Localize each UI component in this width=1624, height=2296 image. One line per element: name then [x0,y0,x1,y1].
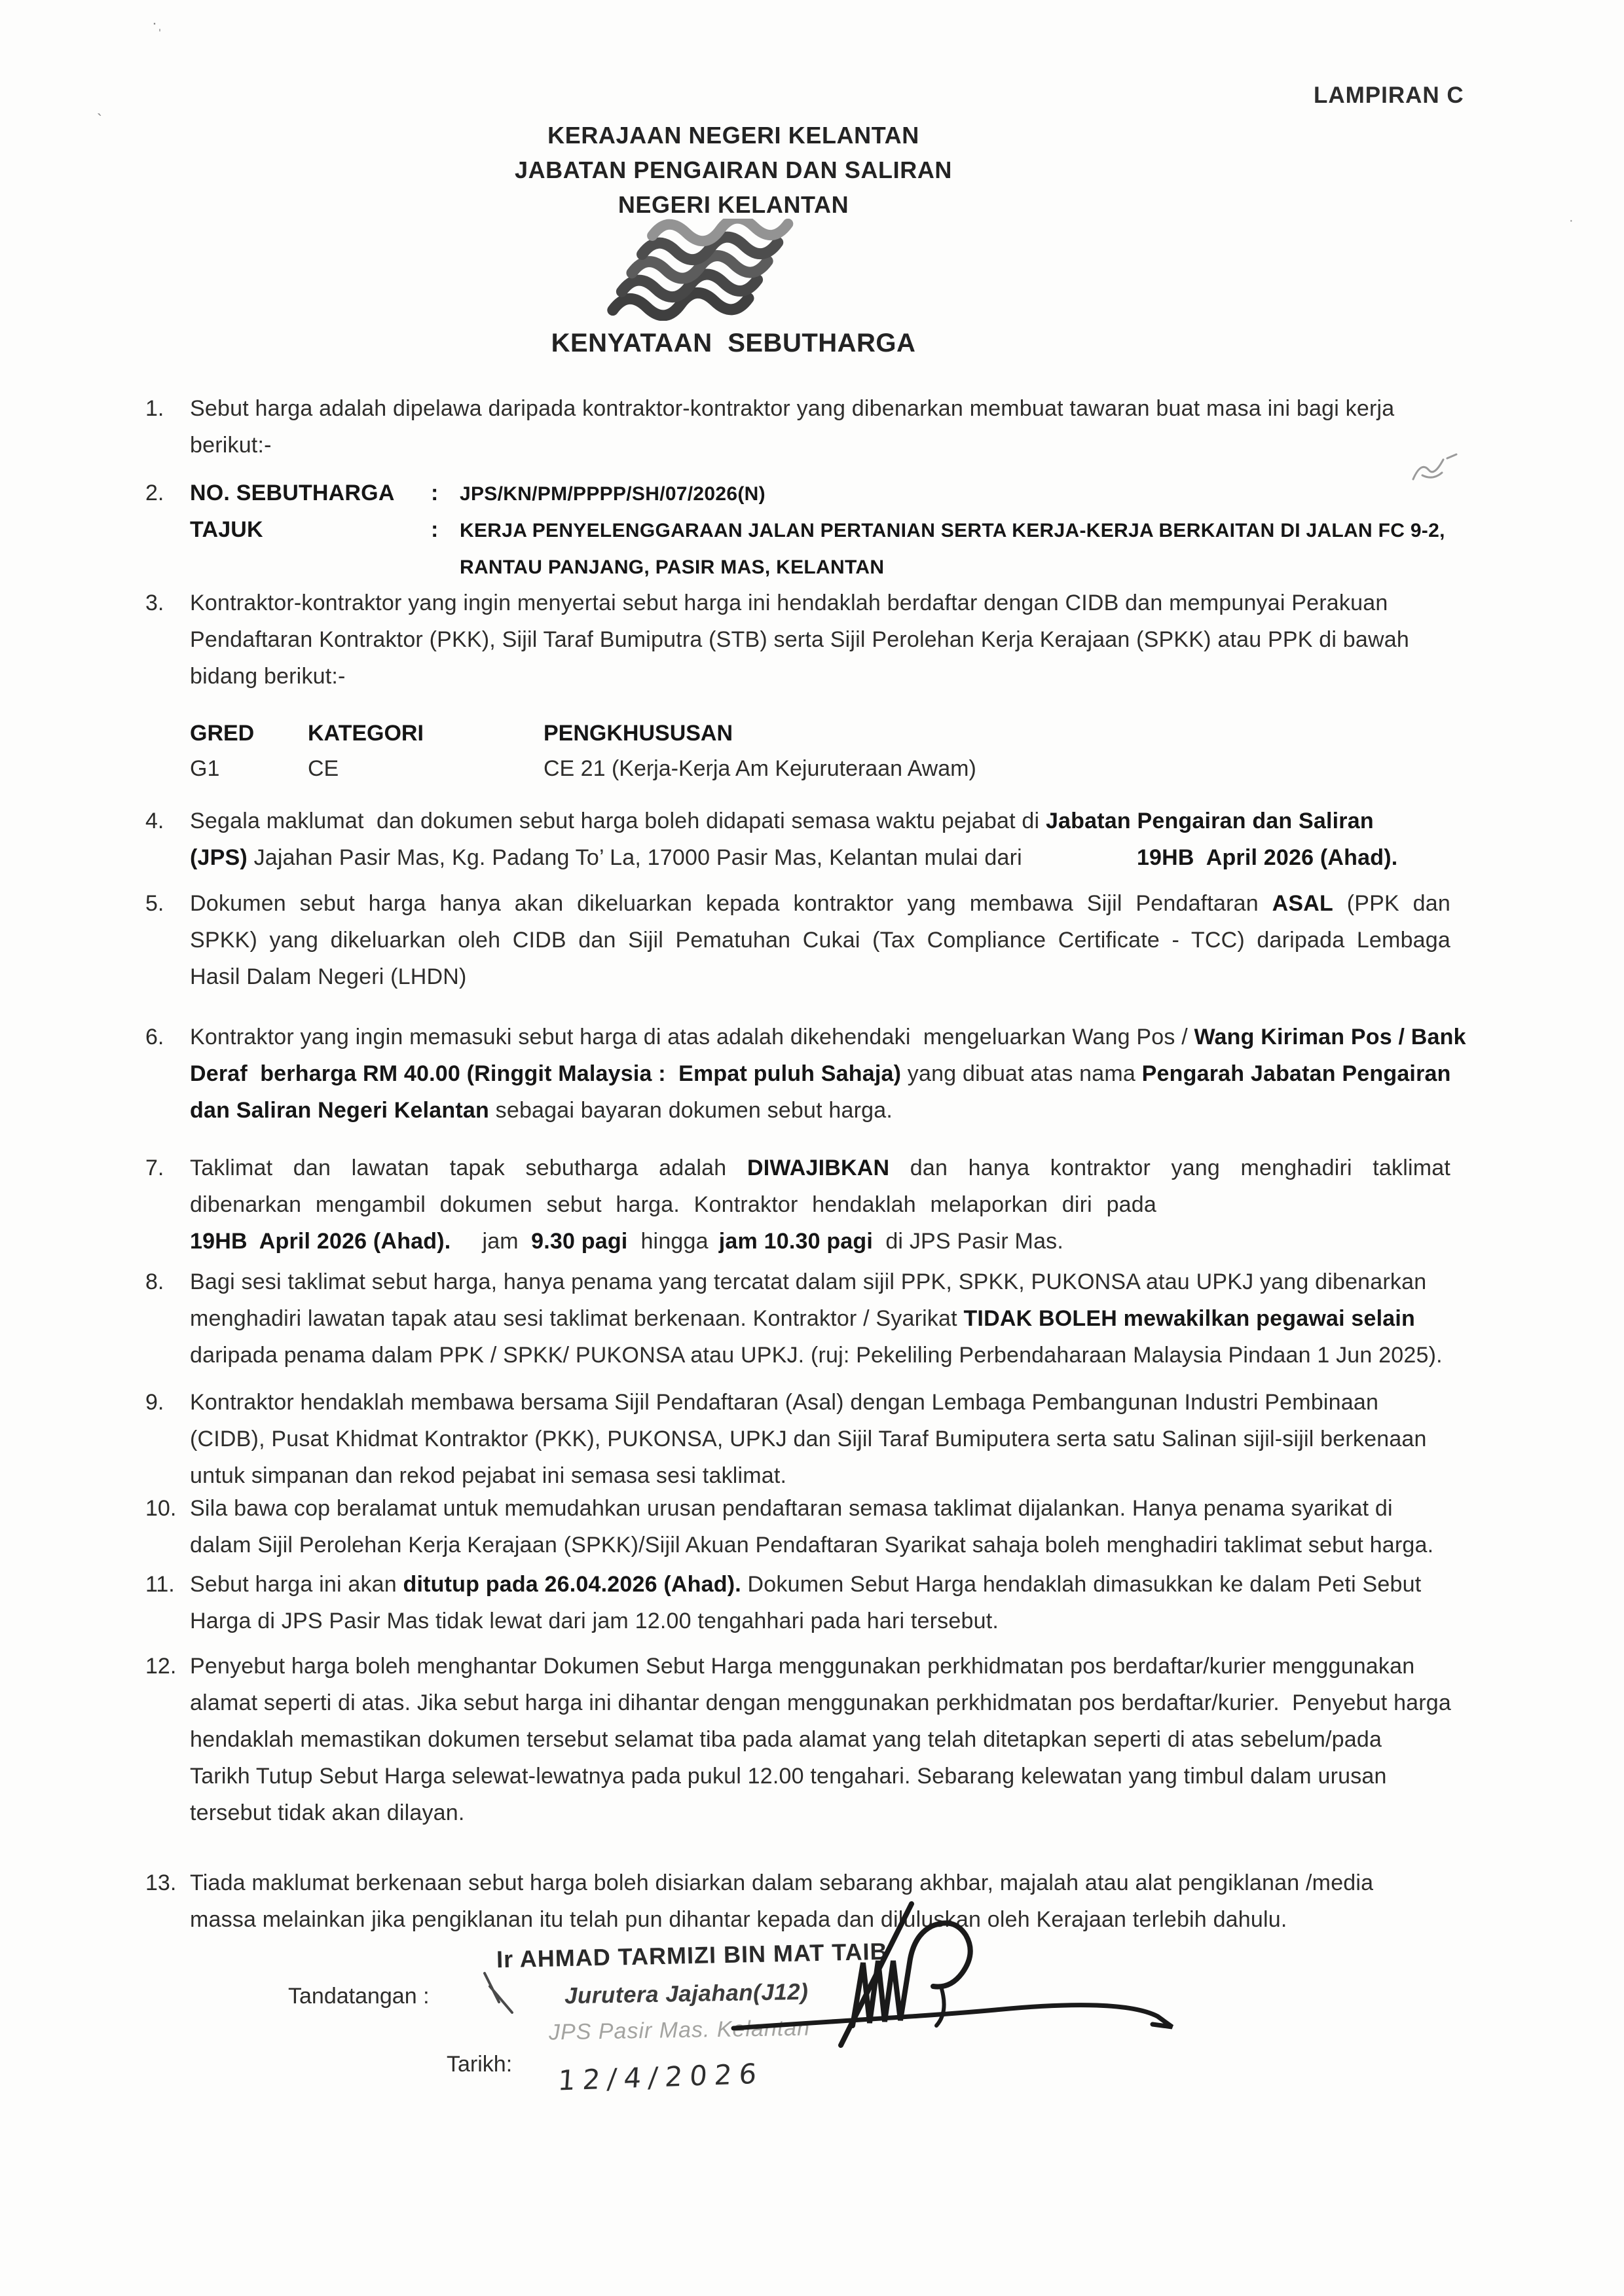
text-run: Sebut harga adalah dipelawa daripada kontraktor-kontraktor yang dibenarkan membuat tawaran buat masa ini bagi kerja [190,396,1395,421]
item-line [190,1457,1450,1494]
item-line [190,1566,1450,1603]
item-line [190,803,1450,839]
item-line [190,1795,1450,1831]
text-run: Jajahan Pasir Mas, Kg. Padang To’ La, 17000 Pasir Mas, Kelantan mulai dari [247,845,1022,870]
list-item [145,1150,1450,1260]
org-line-3: NEGERI KELANTAN [618,191,849,218]
text-run: di JPS Pasir Mas. [873,1229,1064,1254]
scan-speck: · [1569,213,1574,228]
key-value-row [190,548,1450,585]
table-header-cell: KATEGORI [308,721,424,746]
text-run: Deraf berharga RM 40.00 (Ringgit Malaysia : Empat puluh Sahaja) [190,1061,902,1086]
item-line [190,1758,1450,1795]
kv-value: RANTAU PANJANG, PASIR MAS, KELANTAN [460,556,885,578]
table-cell: CE [308,756,339,781]
item-line [190,1019,1466,1055]
text-run: Jabatan Pengairan dan Saliran [1045,809,1374,833]
grade-table [190,716,1450,786]
text-run: Pengarah Jabatan Pengairan [1141,1061,1451,1086]
text-run: Kontraktor yang ingin memasuki sebut harga di atas adalah dikehendaki mengeluarkan Wang Pos / [190,1025,1194,1049]
text-run: berikut:- [190,433,272,458]
doc-title: KENYATAAN SEBUTHARGA [551,329,916,357]
table-cell: G1 [190,756,220,781]
signature-tick [475,1969,534,2035]
item-line [190,1186,1450,1223]
kv-value: JPS/KN/PM/PPPP/SH/07/2026(N) [460,483,766,505]
item-number: 10. [145,1496,177,1521]
text-run: dalam Sijil Perolehan Kerja Kerajaan (SPKK)/Sijil Akuan Pendaftaran Syarikat sahaja boleh menghadiri taklimat sebut harga. [190,1533,1434,1558]
item-line [190,885,1450,922]
text-run: DIWAJIBKAN [747,1156,890,1180]
text-run: Pendaftaran Kontraktor (PKK), Sijil Taraf Bumiputra (STB) serta Sijil Perolehan Kerja Kerajaan (SPKK) atau PPK di bawah [190,627,1409,652]
text-run: hingga [640,1229,709,1254]
table-header-cell: GRED [190,721,255,746]
text-run: menghadiri lawatan tapak atau sesi taklimat berkenaan. Kontraktor / Syarikat [190,1306,964,1331]
text-run: alamat seperti di atas. Jika sebut harga ini dihantar dengan menggunakan perkhidmatan pos berdaftar/kurier. Penyebut harga [190,1690,1452,1715]
list-item [145,1264,1450,1374]
item-line [190,1721,1450,1758]
org-line-1: KERAJAAN NEGERI KELANTAN [547,122,919,149]
kv-colon: : [431,517,439,542]
text-run: Tarikh Tutup Sebut Harga selewat-lewatnya pada pukul 12.00 tengahari. Sebarang kelewatan yang timbul dalam urusan [190,1764,1387,1789]
text-run: Sila bawa cop beralamat untuk memudahkan urusan pendaftaran semasa taklimat dijalankan. Hanya penama syarikat di [190,1496,1393,1521]
text-run: yang dibuat atas nama [901,1061,1142,1086]
list-item [145,1566,1450,1639]
item-number: 2. [145,481,164,505]
item-line [190,1527,1450,1563]
text-run: hendaklah memastikan dokumen tersebut selamat tiba pada alamat yang telah ditetapkan seperti di atas sebelum/pada [190,1727,1382,1752]
item-line [190,1490,1450,1527]
item-line [190,1300,1450,1337]
text-run: Penyebut harga boleh menghantar Dokumen Sebut Harga menggunakan perkhidmatan pos berdaftar/kurier menggunakan [190,1654,1415,1679]
text-run: SPKK) yang dikeluarkan oleh CIDB dan Sijil Pematuhan Cukai (Tax Compliance Certificate - TCC) daripada Lembaga [190,928,1450,953]
list-item [145,585,1450,786]
list-item [145,1490,1450,1563]
stamp-office: JPS Pasir Mas. Kelantan [548,2015,811,2045]
kv-label: NO. SEBUTHARGA [190,481,395,505]
text-run: dibenarkan mengambil dokumen sebut harga. Kontraktor hendaklah melaporkan diri pada [190,1192,1157,1217]
list-item [145,390,1450,464]
item-body [190,1566,1450,1639]
text-run: Dokumen sebut harga hanya akan dikeluarkan kepada kontraktor yang membawa Sijil Pendaftaran [190,891,1272,916]
jps-waves-logo [606,219,822,321]
item-number: 11. [145,1572,175,1597]
text-run: 19HB April 2026 (Ahad). [190,1229,451,1254]
item-line [190,1150,1450,1186]
kv-value: KERJA PENYELENGGARAAN JALAN PERTANIAN SERTA KERJA-KERJA BERKAITAN DI JALAN FC 9-2, [460,520,1445,541]
list-item [145,803,1450,876]
text-run: jam [482,1229,532,1254]
item-body [190,885,1450,995]
item-body [190,1019,1466,1129]
list-item [145,1019,1466,1129]
text-run: sebagai bayaran dokumen sebut harga. [489,1098,893,1123]
item-body [190,585,1450,786]
text-run: massa melainkan jika pengiklanan itu telah pun dihantar kepada dan diluluskan oleh Kerajaan terlebih dahulu. [190,1907,1287,1932]
org-header [458,118,1008,222]
text-run: tersebut tidak akan dilayan. [190,1800,465,1825]
item-body [190,1150,1450,1260]
item-line [190,621,1450,658]
text-run: ASAL [1272,891,1333,916]
scan-speck: ·ˌ [152,14,162,32]
item-number: 4. [145,809,164,833]
item-body [190,803,1450,876]
stamp-title: Jurutera Jajahan(J12) [564,1978,809,2009]
item-line [190,1055,1450,1092]
text-run: dan hanya kontraktor yang menghadiri taklimat [889,1156,1450,1180]
item-line [190,1337,1450,1374]
list-item [145,475,1450,585]
item-number: 5. [145,891,164,916]
item-line [190,1648,1450,1685]
list-item [145,1648,1450,1831]
tandatangan-label: Tandatangan : [288,1984,430,2009]
table-cell: CE 21 (Kerja-Kerja Am Kejuruteraan Awam) [544,756,976,781]
text-run: Taklimat dan lawatan tapak sebutharga adalah [190,1156,747,1180]
item-line [190,1685,1450,1721]
key-value-row [190,511,1450,548]
item-line [190,1384,1450,1421]
item-number: 13. [145,1870,177,1895]
text-run: daripada penama dalam PPK / SPKK/ PUKONSA atau UPKJ. (ruj: Pekeliling Perbendaharaan Malaysia Pindaan 1 Jun 2025). [190,1343,1443,1368]
item-body [190,390,1450,464]
text-run: dan Saliran Negeri Kelantan [190,1098,489,1123]
table-header-row [190,716,1450,751]
text-run: 9.30 pagi [531,1229,628,1254]
text-run: Kontraktor hendaklah membawa bersama Sijil Pendaftaran (Asal) dengan Lembaga Pembangunan Industri Pembinaan [190,1390,1379,1415]
table-row [190,751,1450,786]
item-number: 9. [145,1390,164,1415]
item-line [190,958,1450,995]
item-line [190,658,1450,695]
text-run: Segala maklumat dan dokumen sebut harga boleh didapati semasa waktu pejabat di [190,809,1046,833]
item-number: 7. [145,1156,164,1180]
text-run: Tiada maklumat berkenaan sebut harga boleh disiarkan dalam sebarang akhbar, majalah atau alat pengiklanan /media [190,1870,1374,1895]
text-run: TIDAK BOLEH mewakilkan pegawai selain [963,1306,1415,1331]
item-number: 12. [145,1654,177,1679]
item-line [190,1603,1450,1639]
text-run: Kontraktor-kontraktor yang ingin menyertai sebut harga ini hendaklah berdaftar dengan CIDB dan mempunyai Perakuan [190,591,1388,615]
key-value-row [190,475,1450,511]
item-number: 8. [145,1269,164,1294]
text-run: (CIDB), Pusat Khidmat Kontraktor (PKK), PUKONSA, UPKJ dan Sijil Taraf Bumiputera serta satu Salinan sijil-sijil berkenaan [190,1427,1427,1451]
text-run: Dokumen Sebut Harga hendaklah dimasukkan ke dalam Peti Sebut [741,1572,1422,1597]
text-run: (JPS) [190,845,248,870]
list-item [145,885,1450,995]
item-body [190,1264,1450,1374]
item-line [190,839,1450,876]
kv-label: TAJUK [190,517,263,542]
tarikh-label: Tarikh: [447,2052,513,2077]
scan-speck: ` [97,111,102,129]
item-line [190,1092,1450,1129]
item-body [190,1648,1450,1831]
kv-colon: : [431,481,439,505]
item-line [190,390,1450,427]
handwritten-date: 12/4/2026 [557,2057,765,2097]
item-body [190,1490,1450,1563]
spacer [709,1247,719,1248]
org-line-2: JABATAN PENGAIRAN DAN SALIRAN [514,156,953,183]
text-run: ditutup pada 26.04.2026 (Ahad). [403,1572,741,1597]
text-run: Hasil Dalam Negeri (LHDN) [190,964,467,989]
item-body [190,1384,1450,1494]
item-number: 3. [145,591,164,615]
item-number: 1. [145,396,164,421]
spacer [1022,864,1137,865]
text-run: 19HB April 2026 (Ahad). [1136,845,1398,870]
item-number: 6. [145,1025,164,1049]
text-run: (PPK dan [1333,891,1450,916]
pen-initial-mark [1408,445,1473,491]
signature-stroke [707,1892,1205,2062]
text-run: jam 10.30 pagi [718,1229,874,1254]
lampiran-label: LAMPIRAN C [1314,82,1464,108]
item-line [190,922,1450,958]
item-line [190,1421,1450,1457]
text-run: bidang berikut:- [190,664,346,689]
item-line [190,1223,1450,1260]
text-run: Harga di JPS Pasir Mas tidak lewat dari jam 12.00 tengahhari pada hari tersebut. [190,1609,999,1633]
text-run: Sebut harga ini akan [190,1572,403,1597]
list-item [145,1384,1450,1494]
stamp-officer-name: Ir AHMAD TARMIZI BIN MAT TAIB [496,1937,888,1973]
item-body [190,475,1450,585]
text-run: Wang Kiriman Pos / Bank [1194,1025,1466,1049]
text-run: Bagi sesi taklimat sebut harga, hanya penama yang tercatat dalam sijil PPK, SPKK, PUKONSA atau UPKJ yang dibenarkan [190,1269,1427,1294]
spacer [627,1247,640,1248]
item-line [190,1264,1450,1300]
spacer [451,1247,482,1248]
text-run: untuk simpanan dan rekod pejabat ini semasa sesi taklimat. [190,1463,787,1488]
item-line [190,585,1450,621]
item-line [190,427,1450,464]
table-header-cell: PENGKHUSUSAN [544,721,733,746]
